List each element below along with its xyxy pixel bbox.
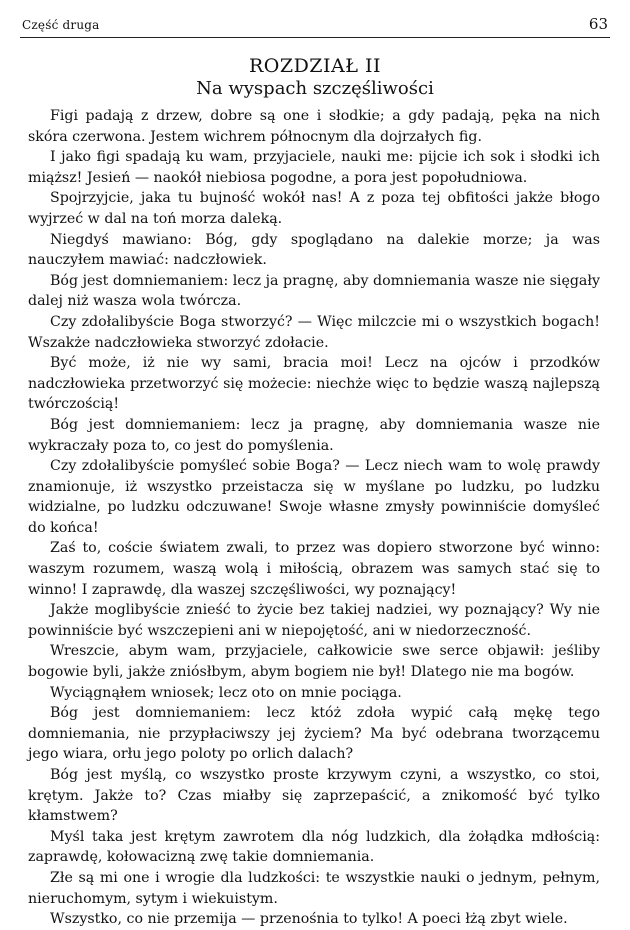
paragraph: Figi padają z drzew, dobre są one i słodkie; a gdy padają, pęka na nich skóra czerwona. Jestem wichrem północnym dla dojrzałych fig. [28, 108, 600, 145]
paragraph: Jakże moglibyście znieść to życie bez takiej nadziei, wy poznający? Wy nie powinniście być wszczepieni ani w niepojętość, ani w niedorzeczność. [28, 602, 600, 639]
paragraph: Wyciągnąłem wniosek; lecz oto on mnie pociąga. [50, 684, 402, 701]
paragraph: Bóg jest domniemaniem: lecz któż zdoła wypić całą mękę tego domniemania, nie przypłaciwszy jej życiem? Ma być odebrana tworzącemu jego wiara, orłu jego poloty po orlich dalach? [28, 705, 600, 763]
header-rule [20, 37, 610, 38]
paragraph: Czy zdołalibyście Boga stworzyć? — Więc milczcie mi o wszystkich bogach! Wszakże nadczłowieka stworzyć zdołacie. [28, 313, 600, 351]
running-header: Część druga [22, 18, 100, 32]
paragraph: Bóg jest domniemaniem: lecz ja pragnę, aby domniemania wasze nie sięgały dalej niż wasza wola twórcza. [28, 272, 600, 310]
paragraph: Zaś to, coście światem zwali, to przez was dopiero stworzone być winno: waszym rozumem, waszą wolą i miłością, obrazem was samych stać się to winno! I zaprawdę, dla waszej szczęśliwości, wy poznający! [28, 540, 600, 598]
paragraph: Bóg jest domniemaniem: lecz ja pragnę, aby domniemania wasze nie wykraczały poza to, co jest do pomyślenia. [28, 416, 600, 454]
page-number: 63 [588, 15, 608, 33]
paragraph: Wreszcie, abym wam, przyjaciele, całkowicie swe serce objawił: jeśliby bogowie byli, jakże zniósłbym, abym bogiem nie był! Dlatego nie ma bogów. [28, 643, 600, 681]
paragraph: I jako figi spadają ku wam, przyjaciele, nauki me: pijcie ich sok i słodki ich miąższ! Jesień — naokół niebiosa pogodne, a pora jest popołudniowa. [28, 149, 600, 186]
paragraph: Czy zdołalibyście pomyśleć sobie Boga? — Lecz niech wam to wolę prawdy znamionuje, iż wszystko przeistacza się w myślane po ludzku, po ludzku widzialne, po ludzku odczuwane! Swoje własne zmysły powinniście domyśleć do końca! [28, 458, 600, 536]
paragraph: Spojrzyjcie, jaka tu bujność wokół nas! A z poza tej obfitości jakże błogo wyjrzeć w dal na toń morza daleką. [28, 190, 600, 227]
chapter-title: ROZDZIAŁ II [248, 55, 381, 77]
chapter-subtitle: Na wyspach szczęśliwości [196, 78, 434, 99]
paragraph: Bóg jest myślą, co wszystko proste krzywym czyni, a wszystko, co stoi, krętym. Jakże to? Czas miałby się zaprzepaścić, a znikomość być tylko kłamstwem? [28, 767, 600, 825]
paragraph: Wszystko, co nie przemija — przenośnia to tylko! A poeci łżą zbyt wiele. [50, 911, 568, 928]
paragraph: Niegdyś mawiano: Bóg, gdy spoglądano na dalekie morze; ja was nauczyłem mawiać: nadczłowiek. [28, 231, 600, 269]
paragraph: Myśl taka jest krętym zawrotem dla nóg ludzkich, dla żołądka mdłością: zaprawdę, kołowacizną zwę takie domniemania. [28, 828, 600, 866]
body-text [28, 106, 600, 930]
paragraph: Być może, iż nie wy sami, bracia moi! Lecz na ojców i przodków nadczłowieka przetworzyć się możecie: niechże więc to będzie waszą najlepszą twórczością! [28, 355, 600, 413]
paragraph: Złe są mi one i wrogie dla ludzkości: te wszystkie nauki o jednym, pełnym, nieruchomym, sytym i wiekuistym. [28, 869, 600, 907]
